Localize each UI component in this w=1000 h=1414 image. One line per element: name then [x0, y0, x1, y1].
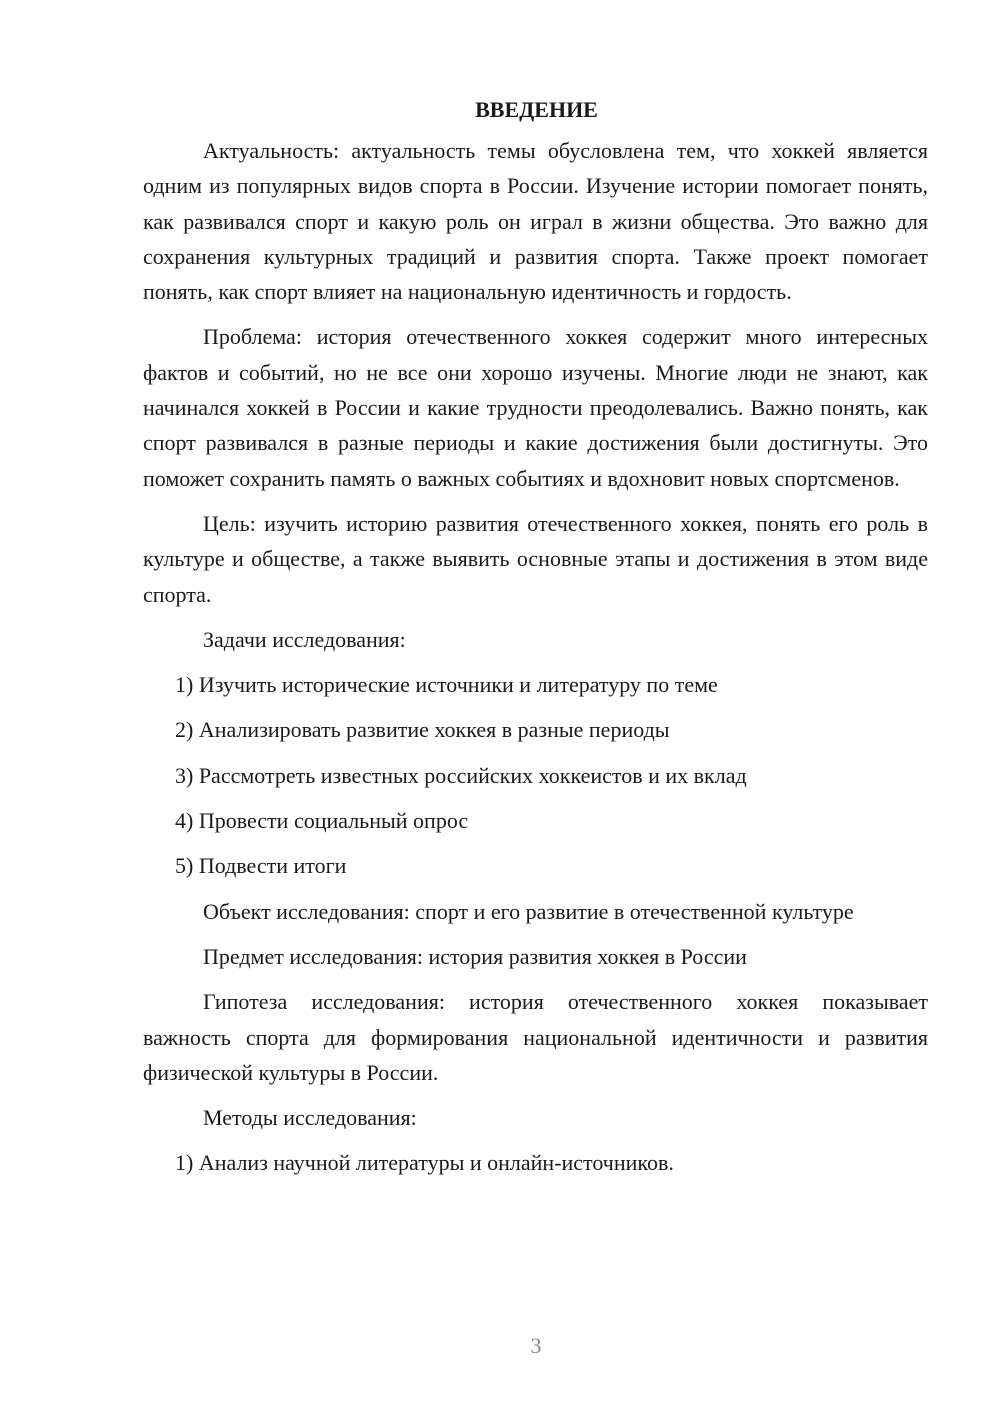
tasks-heading: Задачи исследования:	[203, 626, 406, 652]
problem-paragraph: Проблема: история отечественного хоккея содержит много интересных фактов и событий, но не все они хорошо изучены. Многие люди не знают, как начинался хоккей в России и какие трудности преодолевались. Важно понять, как спорт развивался в разные периоды и какие достижения были достигнуты. Это поможет сохранить память о важных событиях и вдохновит новых спортсменов.	[143, 324, 928, 491]
tasks-list	[143, 667, 928, 883]
hypothesis-paragraph: Гипотеза исследования: история отечественного хоккея показывает важность спорта для формирования национальной идентичности и развития физической культуры в России.	[143, 989, 928, 1085]
list-item: 1) Анализ научной литературы и онлайн-источников.	[175, 1150, 674, 1176]
methods-list	[143, 1145, 928, 1180]
list-item: 2) Анализировать развитие хоккея в разные периоды	[175, 717, 670, 743]
goal-paragraph: Цель: изучить историю развития отечественного хоккея, понять его роль в культуре и обществе, а также выявить основные этапы и достижения в этом виде спорта.	[143, 510, 928, 607]
list-item: 4) Провести социальный опрос	[175, 808, 469, 834]
document-page	[143, 92, 928, 1191]
list-item: 5) Подвести итоги	[175, 853, 347, 879]
page-title: ВВЕДЕНИЕ	[475, 97, 598, 122]
list-item: 3) Рассмотреть известных российских хоккеистов и их вклад	[175, 762, 747, 788]
relevance-paragraph: Актуальность: актуальность темы обусловлена тем, что хоккей является одним из популярных видов спорта в России. Изучение истории помогает понять, как развивался спорт и какую роль он играл в жизни общества. Это важно для сохранения культурных традиций и развития спорта. Также проект помогает понять, как спорт влияет на национальную идентичность и гордость.	[143, 138, 928, 305]
object-paragraph: Объект исследования: спорт и его развитие в отечественной культуре	[203, 898, 854, 924]
page-number: 3	[530, 1333, 542, 1358]
list-item: 1) Изучить исторические источники и литературу по теме	[175, 672, 718, 698]
subject-paragraph: Предмет исследования: история развития хоккея в России	[203, 943, 747, 969]
methods-heading: Методы исследования:	[203, 1105, 417, 1131]
